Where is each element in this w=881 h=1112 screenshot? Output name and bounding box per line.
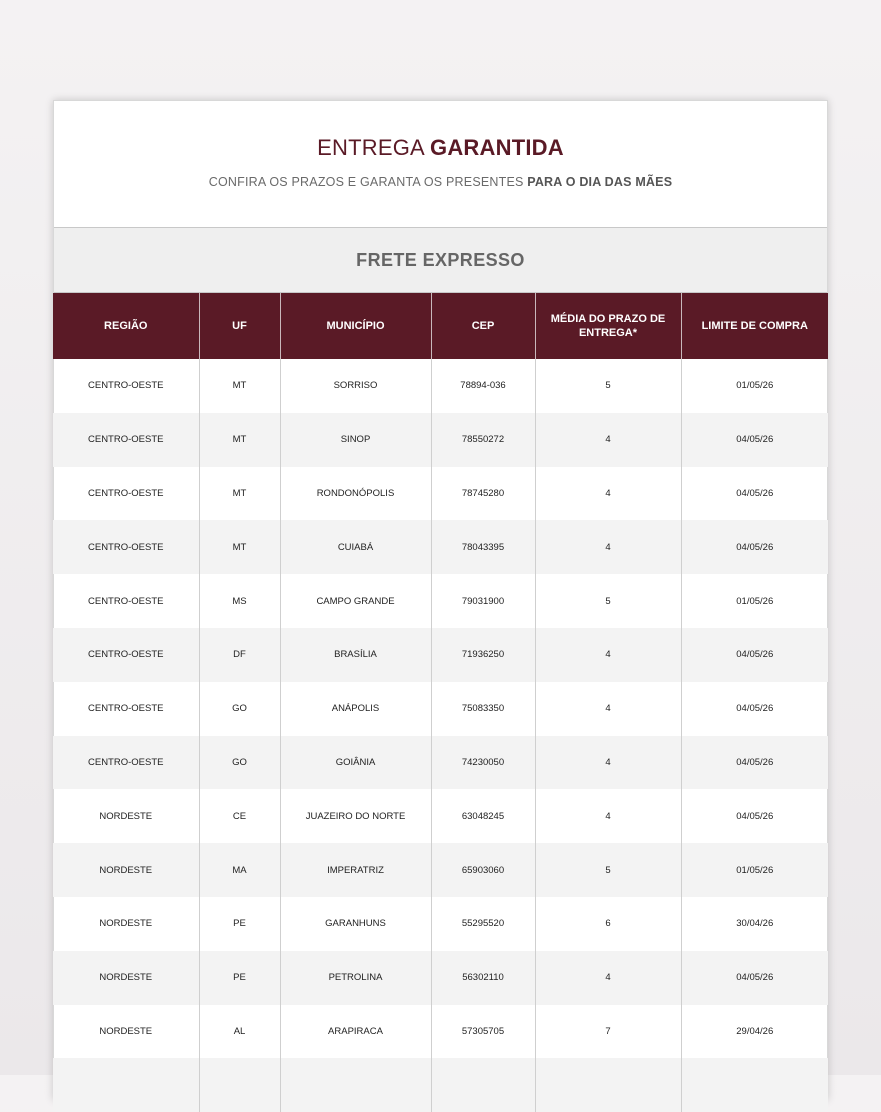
cell-regiao: CENTRO-OESTE <box>53 628 199 682</box>
cell-limite: 04/05/26 <box>736 810 774 822</box>
table-row <box>53 520 828 574</box>
cell-prazo <box>535 1058 681 1112</box>
table-row <box>53 682 828 736</box>
cell-municipio: SORRISO <box>280 359 431 413</box>
cell-municipio: PETROLINA <box>280 951 431 1005</box>
cell-cep: 78550272 <box>431 413 535 467</box>
table-row <box>53 1005 828 1059</box>
cell-limite: 04/05/26 <box>681 520 828 574</box>
cell-uf: PE <box>199 951 280 1005</box>
cell-uf <box>199 1058 280 1112</box>
table-row <box>53 628 828 682</box>
cell-regiao: NORDESTE <box>53 789 199 843</box>
cell-uf: AL <box>199 1005 280 1059</box>
cell-regiao: NORDESTE <box>53 1005 199 1059</box>
table-row <box>53 736 828 790</box>
card-header <box>54 101 827 228</box>
cell-cep: 78745280 <box>431 467 535 521</box>
cell-regiao: NORDESTE <box>53 951 199 1005</box>
cell-prazo: 7 <box>535 1005 681 1059</box>
cell-prazo: 5 <box>535 843 681 897</box>
cell-limite: 04/05/26 <box>681 628 828 682</box>
header-prazo: MÉDIA DO PRAZO DE ENTREGA* <box>535 293 681 359</box>
cell-prazo: 4 <box>535 413 681 467</box>
cell-uf: MT <box>199 359 280 413</box>
cell-regiao: CENTRO-OESTE <box>53 413 199 467</box>
cell-prazo: 4 <box>535 520 681 574</box>
cell-uf: DF <box>199 628 280 682</box>
cell-cep: 55295520 <box>431 897 535 951</box>
cell-limite: 04/05/26 <box>736 703 774 715</box>
cell-limite: 04/05/26 <box>681 951 828 1005</box>
cell-uf: MS <box>199 574 280 628</box>
cell-cep: 79031900 <box>431 574 535 628</box>
cell-prazo: 4 <box>535 951 681 1005</box>
cell-municipio: CAMPO GRANDE <box>280 574 431 628</box>
cell-regiao: CENTRO-OESTE <box>53 467 199 521</box>
cell-uf: MT <box>199 467 280 521</box>
cell-municipio: BRASÍLIA <box>280 628 431 682</box>
cell-uf: CE <box>199 789 280 843</box>
page-title <box>54 101 827 161</box>
cell-prazo: 4 <box>535 467 681 521</box>
cell-limite: 01/05/26 <box>736 595 774 607</box>
title-bold: GARANTIDA <box>430 135 564 160</box>
cell-cep <box>431 1058 535 1112</box>
header-municipio: MUNICÍPIO <box>280 293 431 359</box>
cell-prazo: 5 <box>535 359 681 413</box>
cell-municipio <box>280 1058 431 1112</box>
cell-municipio: JUAZEIRO DO NORTE <box>280 789 431 843</box>
cell-regiao: NORDESTE <box>53 897 199 951</box>
cell-cep: 74230050 <box>431 736 535 790</box>
subtitle-bold: PARA O DIA DAS MÃES <box>527 175 673 189</box>
cell-prazo: 6 <box>535 897 681 951</box>
cell-limite: 04/05/26 <box>736 487 774 499</box>
cell-limite <box>681 1058 828 1112</box>
cell-regiao: CENTRO-OESTE <box>53 736 199 790</box>
cell-regiao: CENTRO-OESTE <box>53 520 199 574</box>
cell-cep: 56302110 <box>431 951 535 1005</box>
cell-limite: 01/05/26 <box>681 843 828 897</box>
cell-regiao <box>53 1058 199 1112</box>
header-uf: UF <box>199 293 280 359</box>
cell-prazo: 5 <box>535 574 681 628</box>
cell-cep: 57305705 <box>431 1005 535 1059</box>
cell-regiao: CENTRO-OESTE <box>53 359 199 413</box>
cell-cep: 65903060 <box>431 843 535 897</box>
cell-municipio: GARANHUNS <box>280 897 431 951</box>
header-regiao: REGIÃO <box>53 293 199 359</box>
table-row <box>53 897 828 951</box>
section-title: FRETE EXPRESSO <box>54 228 827 293</box>
cell-municipio: IMPERATRIZ <box>280 843 431 897</box>
cell-cep: 78894-036 <box>431 359 535 413</box>
table-row <box>53 413 828 467</box>
delivery-table <box>53 293 828 1112</box>
cell-uf: PE <box>199 897 280 951</box>
cell-regiao: CENTRO-OESTE <box>53 574 199 628</box>
subtitle-regular: CONFIRA OS PRAZOS E GARANTA OS PRESENTES <box>208 175 524 189</box>
title-regular: ENTREGA <box>317 135 424 160</box>
delivery-card <box>53 100 828 1100</box>
table-row <box>53 359 828 413</box>
cell-municipio: RONDONÓPOLIS <box>280 467 431 521</box>
table-row <box>53 951 828 1005</box>
cell-prazo: 4 <box>535 628 681 682</box>
cell-uf: GO <box>199 682 280 736</box>
cell-uf: MT <box>199 413 280 467</box>
table-row <box>53 1058 828 1112</box>
table-row <box>53 843 828 897</box>
cell-regiao: CENTRO-OESTE <box>53 682 199 736</box>
cell-cep: 78043395 <box>431 520 535 574</box>
cell-uf: MT <box>199 520 280 574</box>
cell-limite: 01/05/26 <box>736 380 774 392</box>
cell-limite: 29/04/26 <box>736 1025 774 1037</box>
cell-uf: MA <box>199 843 280 897</box>
cell-municipio: ANÁPOLIS <box>280 682 431 736</box>
cell-municipio: ARAPIRACA <box>280 1005 431 1059</box>
header-limite: LIMITE DE COMPRA <box>681 293 828 359</box>
cell-municipio: GOIÂNIA <box>280 736 431 790</box>
header-cep: CEP <box>431 293 535 359</box>
cell-cep: 71936250 <box>431 628 535 682</box>
cell-uf: GO <box>199 736 280 790</box>
cell-prazo: 4 <box>535 682 681 736</box>
cell-municipio: CUIABÁ <box>280 520 431 574</box>
table-row <box>53 789 828 843</box>
cell-prazo: 4 <box>535 736 681 790</box>
table-row <box>53 574 828 628</box>
cell-municipio: SINOP <box>280 413 431 467</box>
page-subtitle <box>54 175 827 189</box>
cell-limite: 04/05/26 <box>681 736 828 790</box>
table-row <box>53 467 828 521</box>
table-header-row <box>53 293 828 359</box>
cell-prazo: 4 <box>535 789 681 843</box>
cell-cep: 75083350 <box>431 682 535 736</box>
cell-cep: 63048245 <box>431 789 535 843</box>
cell-limite: 30/04/26 <box>736 918 774 930</box>
cell-limite: 04/05/26 <box>681 413 828 467</box>
cell-regiao: NORDESTE <box>53 843 199 897</box>
